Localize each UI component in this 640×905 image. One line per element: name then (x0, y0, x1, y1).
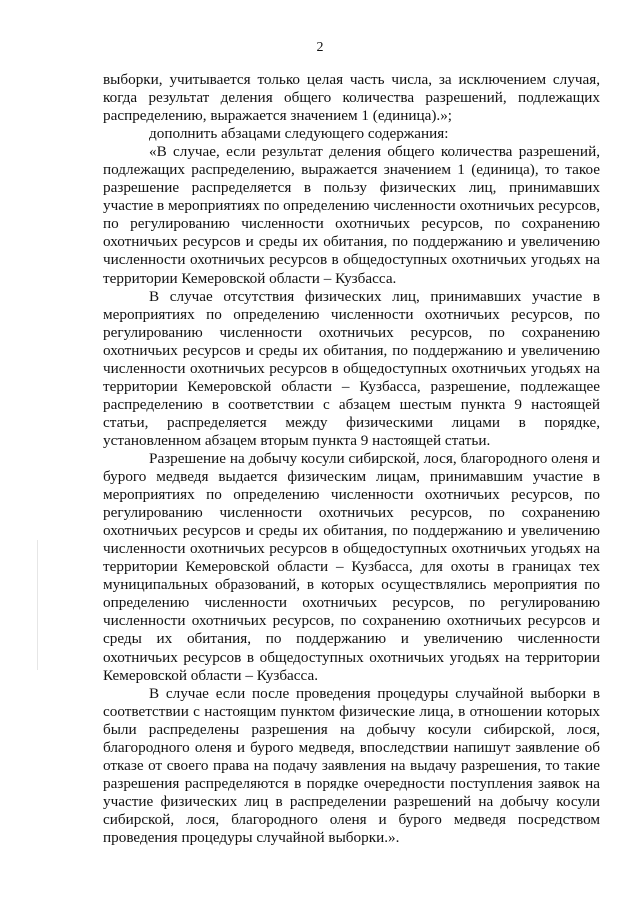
document-body (103, 71, 600, 847)
paragraph-refusal-redistribution: В случае если после проведения процедуры случайной выборки в соответствии с настоящим пунктом физические лица, в отношении которых были распределены разрешения на добычу косули сибирской, лося, благородного оленя и бурого медведя, впоследствии напишут заявление об отказе от своего права на подачу заявления на выдачу разрешения, то такие разрешения распределяются в порядке очередности поступления заявок на участие физических лиц в распределении разрешений на добычу косули сибирской, лося, благородного оленя и бурого медведя посредством проведения процедуры случайной выборки.». (103, 684, 600, 846)
paragraph-continuation: выборки, учитывается только целая часть числа, за исключением случая, когда результат деления общего количества разрешений, подлежащих распределению, выражается значением 1 (единица).»; (103, 71, 600, 125)
paragraph-single-permit: «В случае, если результат деления общего количества разрешений, подлежащих распределению, выражается значением 1 (единица), то такое разрешение распределяется в пользу физических лиц, принимавших участие в мероприятиях по определению численности охотничьих ресурсов, по регулированию численности охотничьих ресурсов, по сохранению охотничьих ресурсов и среды их обитания, по поддержанию и увеличению численности охотничьих ресурсов в общедоступных охотничьих угодьях на территории Кемеровской области – Кузбасса. (103, 143, 600, 287)
paragraph-permit-issuance: Разрешение на добычу косули сибирской, лося, благородного оленя и бурого медведя выдается физическим лицам, принимавшим участие в мероприятиях по определению численности охотничьих ресурсов, по регулированию численности охотничьих ресурсов, по сохранению охотничьих ресурсов и среды их обитания, по поддержанию и увеличению численности охотничьих ресурсов в общедоступных охотничьих угодьях на территории Кемеровской области – Кузбасса, для охоты в границах тех муниципальных образований, в которых осуществлялись мероприятия по определению численности охотничьих ресурсов, по регулированию численности охотничьих ресурсов, по сохранению охотничьих ресурсов и среды их обитания, по поддержанию и увеличению численности охотничьих ресурсов в общедоступных охотничьих угодьях на территории Кемеровской области – Кузбасса. (103, 449, 600, 684)
paragraph-amendment-intro: дополнить абзацами следующего содержания: (149, 125, 449, 143)
scan-artifact-line (37, 540, 38, 670)
page-number: 2 (316, 40, 324, 55)
paragraph-no-participants: В случае отсутствия физических лиц, принимавших участие в мероприятиях по определению численности охотничьих ресурсов, по регулированию численности охотничьих ресурсов, по сохранению охотничьих ресурсов и среды их обитания, по поддержанию и увеличению численности охотничьих ресурсов в общедоступных охотничьих угодьях на территории Кемеровской области – Кузбасса, разрешение, подлежащее распределению в соответствии с абзацем шестым пункта 9 настоящей статьи, распределяется между физическими лицами в порядке, установленном абзацем вторым пункта 9 настоящей статьи. (103, 287, 600, 449)
